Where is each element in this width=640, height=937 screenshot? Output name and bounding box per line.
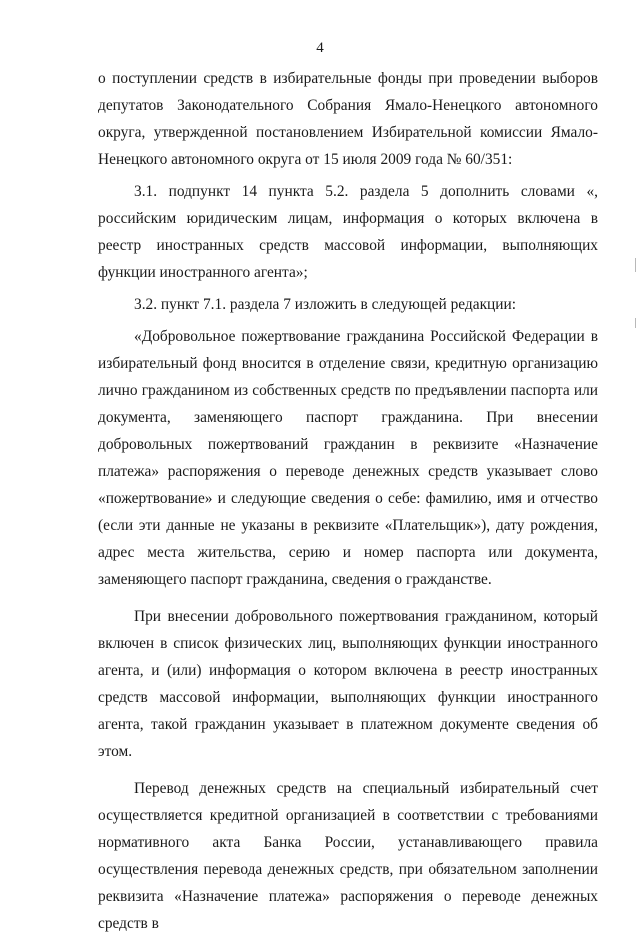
paragraph-transfer: Перевод денежных средств на специальный избирательный счет осуществляется кредитной организацией в соответствии с требованиями нормативного акта Банка России, устанавливающего правила осуществления перевода денежных средств, при обязательном заполнении реквизита «Назначение платежа» распоряжения о переводе денежных средств в bbox=[98, 780, 598, 932]
paragraph-3-2: 3.2. пункт 7.1. раздела 7 изложить в следующей редакции: bbox=[134, 296, 517, 313]
scan-edge-mark bbox=[635, 318, 636, 328]
document-body bbox=[98, 65, 598, 937]
paragraph-foreign-agent-donor: При внесении добровольного пожертвования гражданином, который включен в список физических лиц, выполняющих функции иностранного агента, и (или) информация о котором включена в реестр иностранных средств массовой информации, выполняющих функции иностранного агента, такой гражданин указывает в платежном документе сведения об этом. bbox=[98, 608, 598, 760]
scan-edge-mark bbox=[635, 258, 636, 272]
paragraph-3-1: 3.1. подпункт 14 пункта 5.2. раздела 5 дополнить словами «, российским юридическим лицам, информация о которых включена в реестр иностранных средств массовой информации, выполняющих функции иностранного агента»; bbox=[98, 183, 598, 281]
page-number: 4 bbox=[316, 40, 324, 56]
paragraph-donation-procedure: «Добровольное пожертвование гражданина Российской Федерации в избирательный фонд вносится в отделение связи, кредитную организацию лично гражданином из собственных средств по предъявлении паспорта или документа, заменяющего паспорт гражданина. При внесении добровольных пожертвований гражданин в реквизите «Назначение платежа» распоряжения о переводе денежных средств указывает слово «пожертвование» и следующие сведения о себе: фамилию, имя и отчество (если эти данные не указаны в реквизите «Плательщик»), дату рождения, адрес места жительства, серию и номер паспорта или документа, заменяющего паспорт гражданина, сведения о гражданстве. bbox=[98, 328, 598, 588]
paragraph-intro: о поступлении средств в избирательные фонды при проведении выборов депутатов Законодательного Собрания Ямало-Ненецкого автономного округа, утвержденной постановлением Избирательной комиссии Ямало-Ненецкого автономного округа от 15 июля 2009 года № 60/351: bbox=[98, 70, 598, 168]
